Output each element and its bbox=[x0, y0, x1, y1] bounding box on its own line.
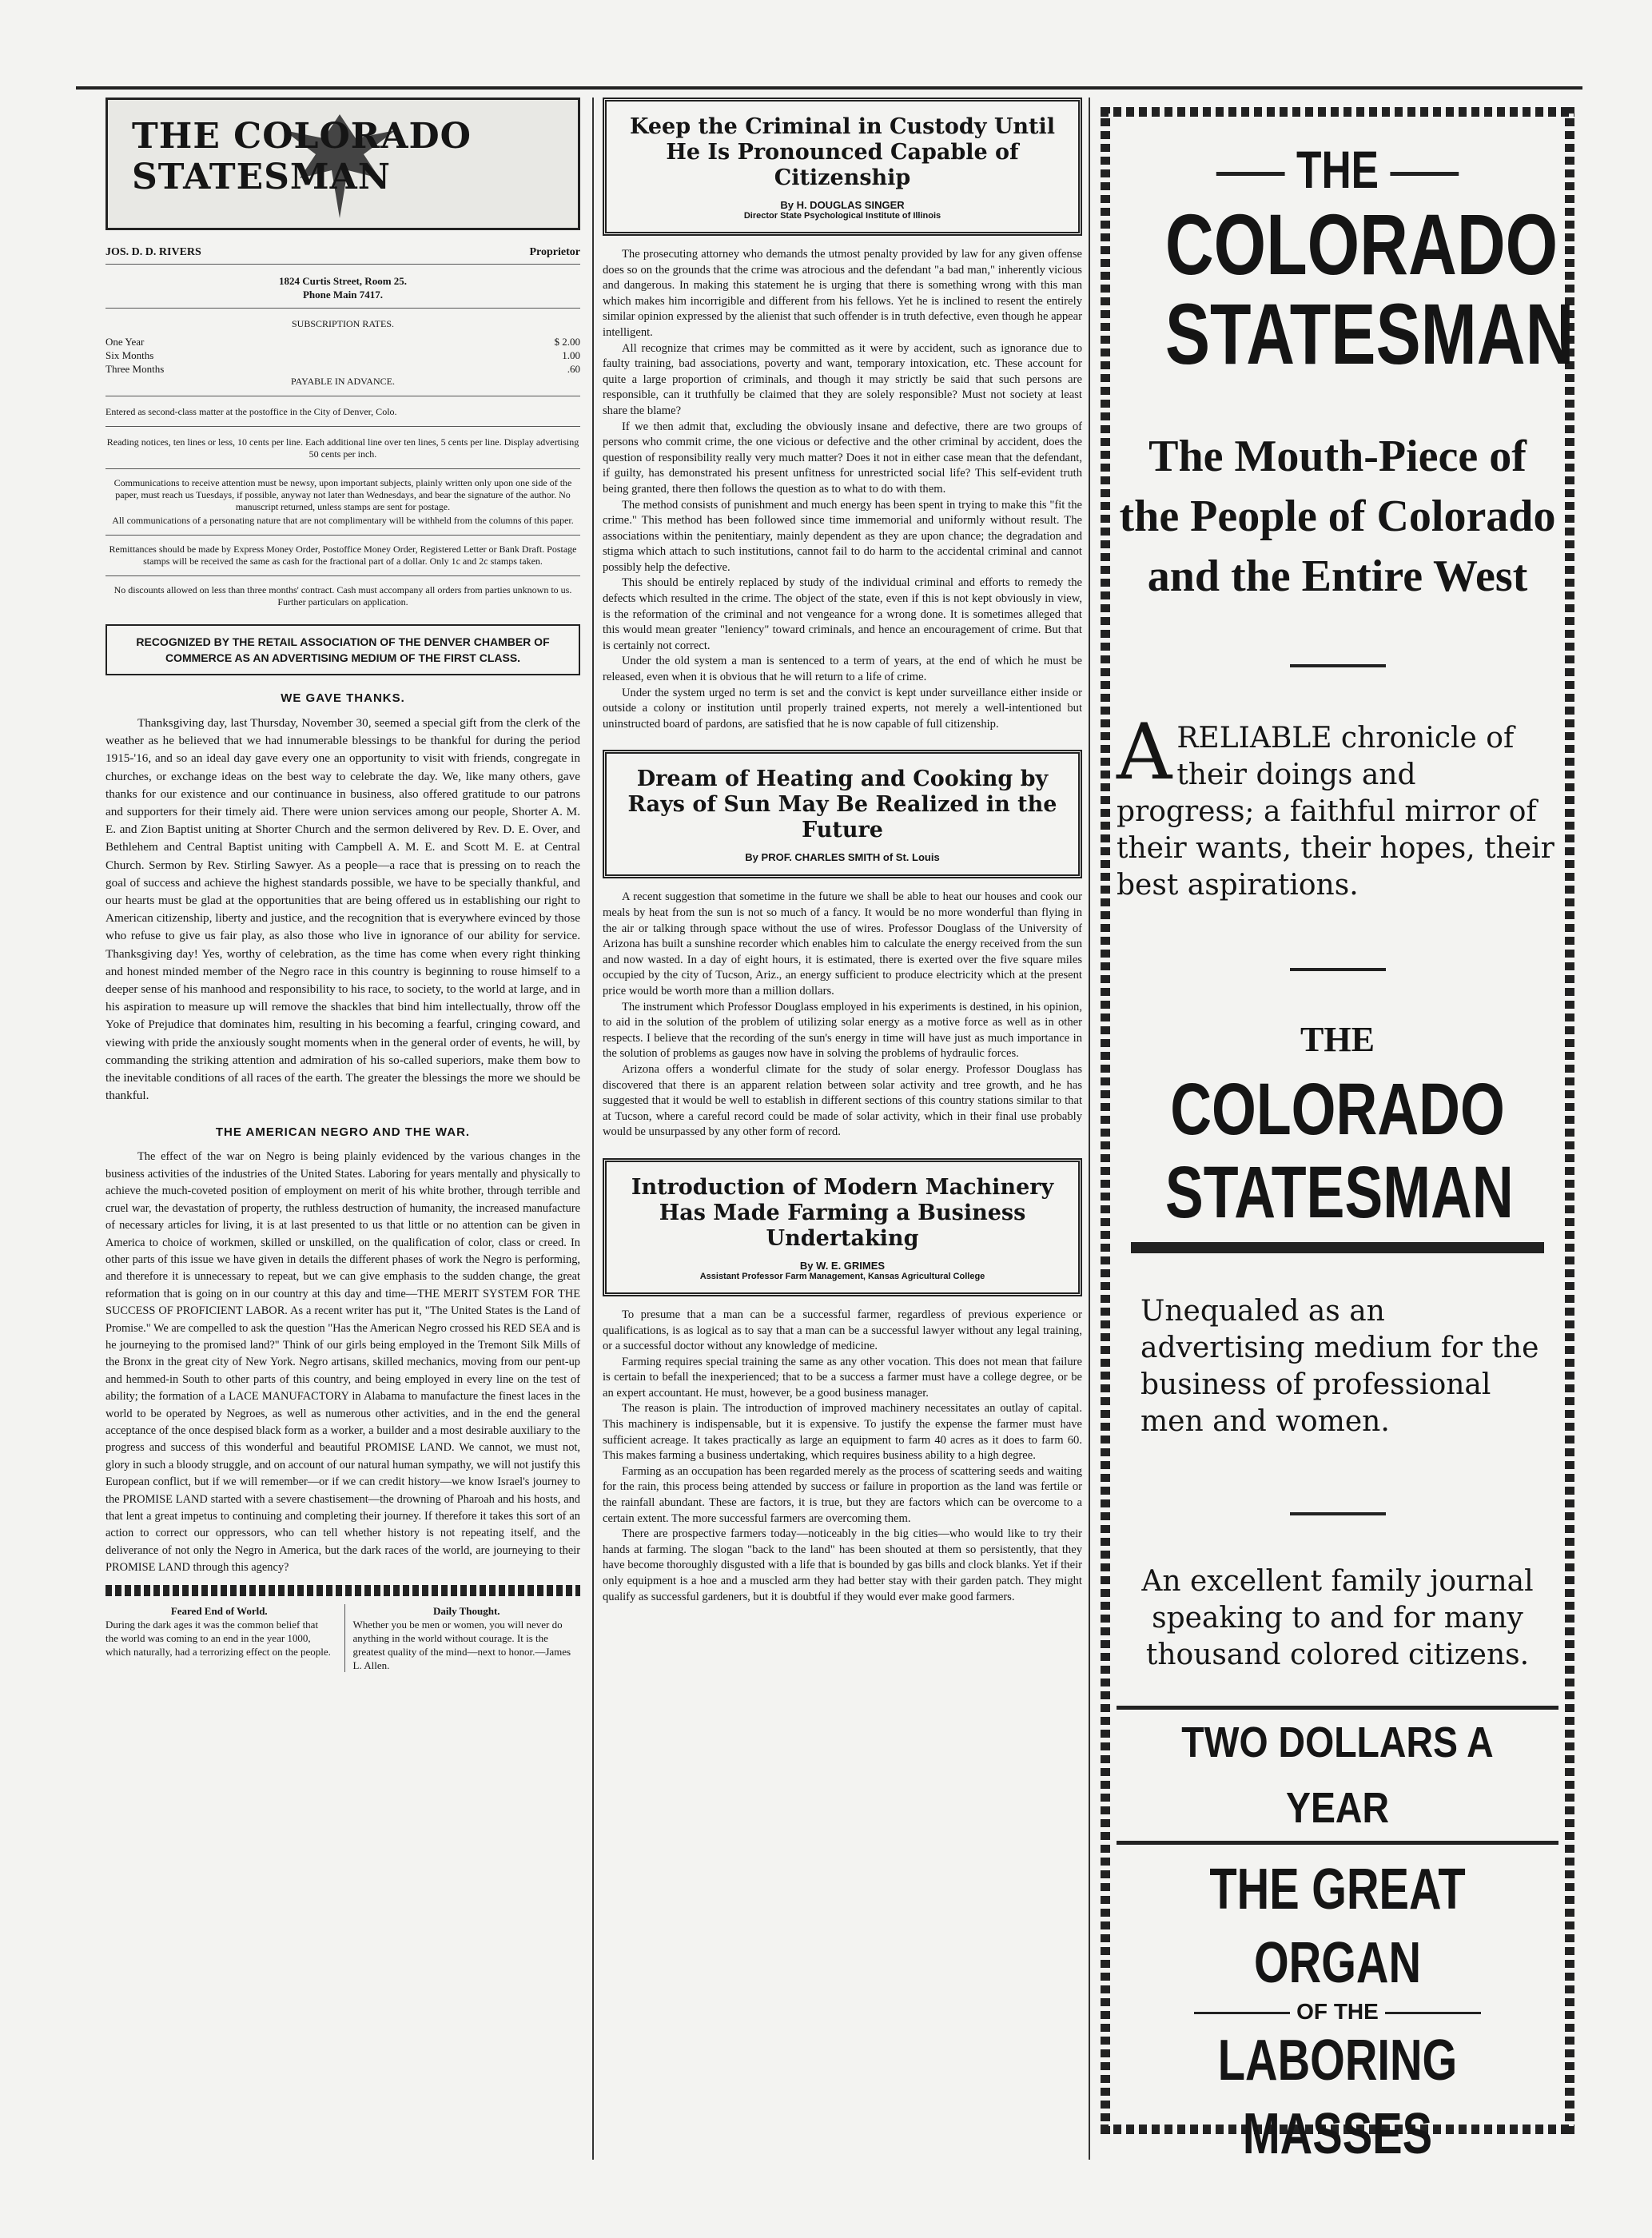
statesman-advertisement bbox=[1091, 98, 1584, 2166]
article-paragraph: Arizona offers a wonderful climate for the study of solar energy. Professor Douglass has discovered that there is an apparent relation between solar activity and tree growth, and he has suggested that it would be well to establish in different sections of this country stations similar to that at Tucson, where a careful record could be made of solar activity, which in their final use probably would be unsurpassed by any other form of record. bbox=[603, 1062, 1082, 1139]
editorial-thanks-text: Thanksgiving day, last Thursday, November 30, seemed a special gift from the clerk of the weather as he believed that we had innumerable blessings to be thankful for during the period 1915-'16, and so an ideal day gave every one an opportunity to visit with friends, congregate in churches, or exchange ideas on the best way to celebrate the day. We, like many others, gave thanks for our existence and our continuance in business, also offered gratitude to our patrons and supporters for their timely aid. There were union services among our people, Shorter A. M. E. and Zion Baptist uniting at Shorter Church and the sermon delivered by Rev. D. E. Over, and Bethlehem and Central Baptist uniting with Campbell A. M. E. and Scott M. E. at Central Church. Sermon by Rev. Stirling Sawyer. As a people—a race that is pressing on to reach the goal of success and achieve the highest standards possible, we have to be specially thankful, and our hearts must be glad at the opportunities that are being offered us in establishing our right to American citizenship, liberty and justice, and the recognition that is everywhere evinced by those who refuse to give us fair play, as also those who live in ignorance of our ability for service. Thanksgiving day! Yes, worthy of celebration, as the time has come when every right thinking and honest minded member of the Negro race in this country is beginning to rouse himself to a deeper sense of his manhood and responsibility to his race, to society, to the world at large, and in his aspiration to measure up will remove the shackles that bind him intellectually, throw off the Yoke of Prejudice that dominates him, resulting in his becoming a fearful, cringing coward, and viewing with pride the anxiously sought moments when in the general order of events, he will, by commanding the striking attention and admiration of his so-called superiors, make them bow to the inevitable conditions of all races of the earth. The greater the blessings the more we should be thankful. bbox=[105, 716, 580, 1103]
article-criminal-header bbox=[603, 98, 1082, 236]
ad-great-organ: THE GREAT ORGAN bbox=[1209, 1858, 1466, 1995]
editorial-war-title: THE AMERICAN NEGRO AND THE WAR. bbox=[215, 1125, 471, 1140]
left-column bbox=[105, 98, 580, 1672]
footnote-left-text: During the dark ages it was the common belief that the world was coming to an end in the year 1000, which naturally, had a terrorizing effect on the people. bbox=[105, 1618, 331, 1658]
article-farming-title: Introduction of Modern Machinery Has Made Farming a Business Undertaking bbox=[631, 1174, 1054, 1251]
discounts-note: No discounts allowed on less than three months' contract. Cash must accompany all orders from parties unknown to us. Further particulars on application. bbox=[113, 584, 572, 607]
article-farming-body bbox=[603, 1308, 1082, 1605]
ad-mouthpiece: The Mouth-Piece of the People of Colorado and the Entire West bbox=[1119, 432, 1556, 601]
phone: Phone Main 7417. bbox=[105, 288, 580, 309]
ad-of-the: OF THE bbox=[1117, 2000, 1558, 2024]
footnote-left-title: Feared End of World. bbox=[170, 1604, 268, 1617]
article-paragraph: The reason is plain. The introduction of improved machinery necessitates an outlay of capital. This machinery is indispensable, but it is expensive. To justify the expense the farmer must have sufficient acreage. It takes practically as large an equipment to farm 40 acres as it does to farm 60. This makes farming a business undertaking, which requires business ability to a high degree. bbox=[603, 1402, 1082, 1463]
proprietor-name: JOS. D. D. RIVERS bbox=[105, 246, 201, 258]
article-farming-header bbox=[603, 1158, 1082, 1296]
subscription-rate-row bbox=[105, 362, 580, 376]
article-sun-title: Dream of Heating and Cooking by Rays of Sun May Be Realized in the Future bbox=[627, 767, 1057, 843]
ad-price: TWO DOLLARS A YEAR bbox=[1181, 1718, 1494, 1832]
article-farming-affiliation: Assistant Professor Farm Management, Kansas Agricultural College bbox=[699, 1271, 985, 1281]
footnote-right-text: Whether you be men or women, you will never do anything in the world without courage. It is the greatest quality of the mind—next to honor.—James L. Allen. bbox=[352, 1618, 571, 1671]
remittances-note: Remittances should be made by Express Money Order, Postoffice Money Order, Registered Letter or Bank Draft. Postage stamps will be received the same as cash for the fractional part of a dollar. Only 1c and 2c stamps taken. bbox=[105, 544, 580, 576]
proprietor-role: Proprietor bbox=[529, 246, 580, 258]
article-sun-byline: By PROF. CHARLES SMITH of St. Louis bbox=[745, 851, 940, 864]
article-paragraph: There are prospective farmers today—noticeably in the big cities—who would like to try their hands at farming. The slogan "back to the land" has been shouted at them so persistently, that they have become thoroughly disgusted with a life that is bounded by gas bills and clock blanks. Yet if their only equipment is a hoe and a muscled arm they had better stay with their garden patch. They might qualify as successful gardeners, but it is doubtful if they would ever make good farmers. bbox=[603, 1527, 1082, 1603]
article-sun-body bbox=[603, 890, 1082, 1141]
ad-reliable: A RELIABLE chronicle of their doings and progress; a faithful mirror of their wants, their hopes, their best aspirations. bbox=[1117, 707, 1554, 902]
ad-separator-2 bbox=[1290, 968, 1386, 971]
subscription-rate-row bbox=[105, 335, 580, 348]
ad-rule-price-bottom bbox=[1117, 1841, 1558, 1845]
column-divider-2 bbox=[1089, 98, 1090, 2160]
right-column bbox=[1091, 98, 1584, 2166]
ad-the-2: THE bbox=[1300, 1020, 1375, 1059]
editorial-thanks-title: WE GAVE THANKS. bbox=[281, 691, 405, 705]
rate-price: 1.00 bbox=[562, 349, 580, 361]
footnote-right bbox=[344, 1604, 581, 1672]
proprietor-line bbox=[105, 246, 580, 265]
ad-statesman-1: STATESMAN bbox=[1164, 285, 1574, 382]
masthead-title: THE COLORADO STATESMAN bbox=[132, 116, 472, 197]
rate-label: One Year bbox=[105, 336, 145, 348]
footnotes bbox=[105, 1604, 580, 1672]
ad-colorado-1: COLORADO bbox=[1164, 196, 1558, 293]
ad-separator-3 bbox=[1290, 1512, 1386, 1515]
rate-label: Three Months bbox=[105, 363, 165, 375]
rate-label: Six Months bbox=[105, 349, 154, 361]
footnote-right-title: Daily Thought. bbox=[432, 1604, 500, 1617]
rate-price: $ 2.00 bbox=[554, 336, 580, 348]
article-criminal-title: Keep the Criminal in Custody Until He Is Pronounced Capable of Citizenship bbox=[630, 114, 1055, 190]
article-sun-header bbox=[603, 750, 1082, 878]
ad-heavy-rule bbox=[1131, 1242, 1544, 1253]
ornament-divider bbox=[105, 1585, 580, 1596]
personal-communications-note: All communications of a personating nature that are not complimentary will be withheld from the columns of this paper. bbox=[105, 515, 580, 536]
recognized-box: RECOGNIZED BY THE RETAIL ASSOCIATION OF THE DENVER CHAMBER OF COMMERCE AS AN ADVERTISING MEDIUM OF THE FIRST CLASS. bbox=[105, 624, 580, 675]
ad-unequaled: Unequaled as an advertising medium for the business of professional men and women. bbox=[1140, 1295, 1539, 1438]
article-criminal-affiliation: Director State Psychological Institute of Illinois bbox=[743, 211, 941, 221]
middle-column bbox=[603, 98, 1082, 1605]
article-paragraph: Farming as an occupation has been regarded merely as the process of scattering seeds and waiting for the rain, this process being attended by success or failure in proportion as the land was fertile or the rainfall abundant. These are factors, it is true, but they are factors which can be overcome to a certain extent. The more successful farmers are overcoming them. bbox=[603, 1464, 1082, 1525]
article-criminal-body bbox=[603, 247, 1082, 732]
ad-separator-1 bbox=[1290, 664, 1386, 667]
article-paragraph: Farming requires special training the same as any other vocation. This does not mean that failure is certain to befall the inexperienced; that to be a success a farmer must have a college degree, or be an expert accountant. He must, however, be a good business manager. bbox=[603, 1355, 1082, 1400]
article-paragraph: All recognize that crimes may be committed as it were by accident, such as ignorance due to faulty training, bad associations, poverty and want, temporary intoxication, etc. These account for quite a large proportion of criminals, and though it may strictly be said that such persons are responsible, can it truthfully be claimed that they are solely responsible? Must not society at least share the blame? bbox=[603, 341, 1082, 417]
subscription-rates bbox=[105, 335, 580, 376]
ad-the-1: THE bbox=[1165, 139, 1510, 200]
article-paragraph: Under the old system a man is sentenced to a term of years, at the end of which he must be released, even when it is obvious that he will return to a life of crime. bbox=[603, 655, 1082, 684]
ad-statesman-2: STATESMAN bbox=[1164, 1152, 1514, 1233]
subscription-heading: SUBSCRIPTION RATES. bbox=[291, 318, 395, 329]
article-criminal-byline: By H. DOUGLAS SINGER bbox=[780, 199, 905, 211]
article-paragraph: The prosecuting attorney who demands the utmost penalty provided by law for any given offense does so on the grounds that the crime was atrocious and the defendant "a bad man," inherently vicious and dangerous. In making this statement he is urging that there is something wrong with this man which makes him incorrigible and different from his fellows. Yet he is inclined to resent the entirely similar opinion expressed by the alienist that such offender is in truth defective, even though he appear intelligent. bbox=[603, 248, 1082, 339]
reading-notices: Reading notices, ten lines or less, 10 cents per line. Each additional line over ten lines, 5 cents per line. Display advertising 50 cents per inch. bbox=[105, 436, 580, 469]
column-divider-1 bbox=[592, 98, 594, 2160]
article-paragraph: To presume that a man can be a successful farmer, regardless of previous experience or qualifications, is as logical as to say that a man can be a successful lawyer without any legal training, or a successful doctor without any knowledge of medicine. bbox=[603, 1308, 1082, 1353]
subscription-rate-row bbox=[105, 348, 580, 362]
article-paragraph: This should be entirely replaced by study of the individual criminal and efforts to remedy the defects which resulted in the crime. The object of the state, even if this is not kept obviously in view, is the reformation of the criminal and not vengeance for a wrong done. It is sometimes alleged that this would mean greater "leniency" toward criminals, and hence an encouragement of crime. But that is certainly not correct. bbox=[603, 576, 1082, 652]
ad-laboring-masses: LABORING MASSES bbox=[1217, 2029, 1458, 2166]
article-paragraph: If we then admit that, excluding the obviously insane and defective, there are two groups of persons who commit crime, the one vicious or defective and the other criminal by accident, does the question of responsibility really very much matter? Does it not in either case mean that the defendant, if guilty, has demonstrated his present unfitness for unrestricted social life? This self-evident truth being granted, there then follows the question as to what to do with them. bbox=[603, 420, 1082, 496]
article-paragraph: The method consists of punishment and much energy has been spent in trying to make this "fit the crime." This method has been followed since time immemorial and uniformly without result. The associations within the penitentiary, mainly dependent as they are upon chance; the degradation and stigma which attach to such institutions, cannot fail to do harm to the accidental criminal and cannot possibly help the defective. bbox=[603, 498, 1082, 574]
article-paragraph: Under the system urged no term is set and the convict is kept under surveillance either inside or outside a colony or institution until properly trained experts, not merely a well-intentioned but uninstructed board of pardons, are satisfied that he is now capable of full citizenship. bbox=[603, 686, 1082, 731]
ad-colorado-2: COLORADO bbox=[1170, 1069, 1505, 1150]
article-paragraph: A recent suggestion that sometime in the future we shall be able to heat our houses and cook our meals by heat from the sun is not so much of a fancy. It would be no more wonderful than flying in the air or talking through space without the use of wires. Professor Douglass of the University of Arizona has built a sunshine recorder which enables him to calculate the energy received from the sun and now wasted. In a day of eight hours, it is estimated, there is exerted over the five square miles occupied by the city of Tucson, Ariz., an energy sufficient to produce electricity which at the present price would be worth more than a million dollars. bbox=[603, 890, 1082, 998]
footnote-left bbox=[105, 1604, 333, 1672]
ad-family-journal: An excellent family journal speaking to and for many thousand colored citizens. bbox=[1141, 1565, 1534, 1671]
editorial-war-text: The effect of the war on Negro is being plainly evidenced by the various changes in the business activities of the industries of the United States. Laboring for years mentally and physically to achieve the much-coveted position of employment on merit of his white brother, through terrible and cruel war, the devastation of property, the ruthless destruction of humanity, the increased manufacture of necessary articles for living, it is at last presented to us that little or no attention can be given in America to choice of workmen, skilled or unskilled, on the qualification of color, class or creed. In other parts of this issue we have given in details the different phases of work the Negro is performing, and therefore it is unnecessary to repeat, but we can give emphasis to the sudden change, the great reformation that is going on in our country at this day and time—THE MERIT SYSTEM FOR THE SUCCESS OF PROFICIENT LABOR. As a recent writer has put it, "The United States is the Land of Promise." We are compelled to ask the question "Has the American Negro crossed his RED SEA and is he journeying to the promised land?" Think of our girls being employed in the Tremont Silk Mills of the Bronx in the great city of New York. Negro artisans, skilled mechanics, moving from our pent-up and hemmed-in South to other parts of this country, and being employed in every line on the test of ability; the formation of a LACE MANUFACTORY in Alabama to manufacture the finest laces in the world to be operated by Negroes, as well as numerous other activities, and in the end the general acceptance of the once despised black form as a worker, a builder and a most desirable auxiliary to the progress and success of this wonderful and beautiful PROMISE LAND. We cannot, we must not, glory in such a bloody struggle, and on account of our natural human sympathy, we will not justify this European conflict, but if we will remember—or if we can credit history—we know Israel's journey to the PROMISE LAND started with a severe chastisement—the drowning of Pharoah and his hosts, and that lent a great impetus to continuing and completing their journey. If therefore it takes this sort of an action to correct our oppressors, who can tell whether history is not repeating itself, and the deliverance of not only the Negro in America, but the dark races of the world, are journeying to their PROMISE LAND through this agency? bbox=[105, 1150, 580, 1575]
rate-price: .60 bbox=[567, 363, 580, 375]
article-paragraph: The instrument which Professor Douglass employed in his experiments is destined, in his opinion, to aid in the solution of the problem of utilizing solar energy as a motive force as well as in other respects. I believe that the recording of the sun's energy in time will have just as much importance in the solution of problems as gauges now have in solving the problems of hydraulic forces. bbox=[603, 1000, 1082, 1061]
top-rule bbox=[76, 86, 1582, 90]
article-farming-byline: By W. E. GRIMES bbox=[799, 1259, 886, 1272]
address: 1824 Curtis Street, Room 25. bbox=[278, 275, 408, 287]
communications-note: Communications to receive attention must be newsy, upon important subjects, plainly written only upon one side of the paper, must reach us Tuesdays, if possible, anyway not later than Wednesdays, and bear the signature of the author. No manuscript returned, unless stamps are sent for postage. bbox=[113, 477, 572, 512]
masthead bbox=[105, 98, 580, 230]
payable-note: PAYABLE IN ADVANCE. bbox=[105, 376, 580, 396]
entered-note: Entered as second-class matter at the postoffice in the City of Denver, Colo. bbox=[105, 406, 580, 427]
ad-dropcap: A bbox=[1117, 707, 1172, 797]
